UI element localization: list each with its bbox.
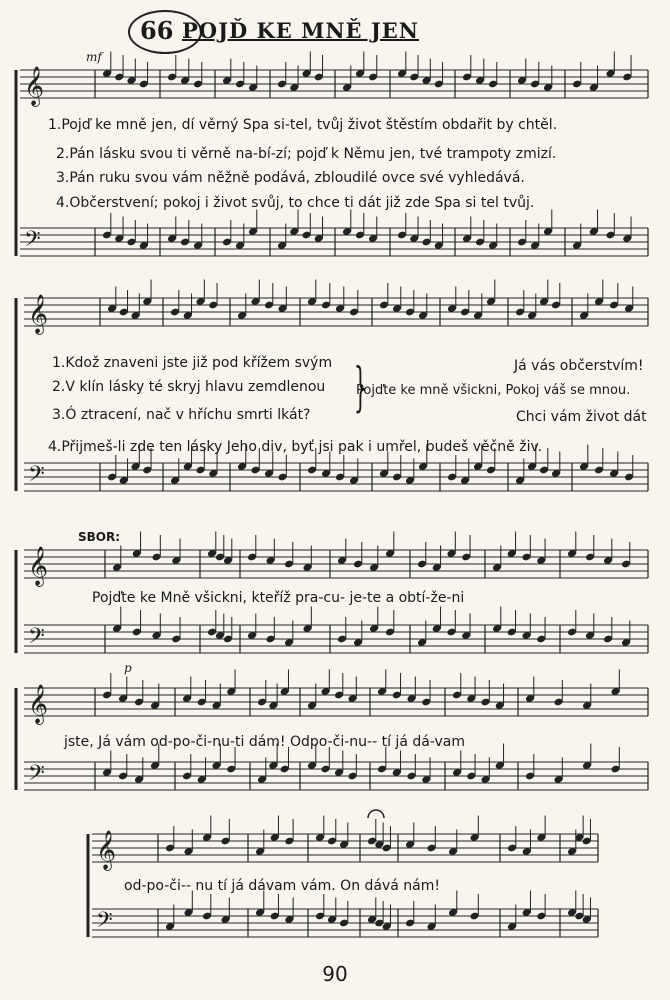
treble-clef: 𝄞 xyxy=(24,66,45,106)
hymn-number: 66 xyxy=(140,16,174,45)
verse-3-line-b: 3.Ó ztracení, nač v hříchu smrti lkát? xyxy=(52,407,311,423)
treble-clef: 𝄞 xyxy=(28,294,49,334)
verse-4-line-b: 4.Přijmeš-li zde ten lásky Jeho div, byť jsi pak i umřel, budeš věčně živ. xyxy=(48,439,543,455)
verse-3-line-a: 3.Pán ruku svou vám něžně podává, zbloudilé ovce své vyhledává. xyxy=(56,170,525,186)
bass-clef: 𝄢 xyxy=(24,227,41,257)
hymn-title: POJĎ KE MNĚ JEN xyxy=(182,18,420,43)
page-number: 90 xyxy=(322,962,348,986)
tempo-marking: p xyxy=(124,661,132,675)
verse-4-line-a: 4.Občerstvení; pokoj i život svůj, to chce ti dát již zde Spa si tel tvůj. xyxy=(56,195,535,211)
verse-brace: } xyxy=(353,358,368,418)
treble-clef: 𝄞 xyxy=(96,830,117,870)
chorus-line-3: od-po-či-- nu tí já dávam vám. On dává nám! xyxy=(124,878,440,894)
verse-2-line-b: 2.V klín lásky té skryj hlavu zemdlenou xyxy=(52,379,326,395)
chorus-label: SBOR: xyxy=(78,530,121,544)
bass-clef: 𝄢 xyxy=(28,761,45,791)
verse-1-line-a: 1.Pojď ke mně jen, dí věrný Spa si-tel, tvůj život štěstím obdařit by chtěl. xyxy=(48,117,558,133)
bass-clef: 𝄢 xyxy=(96,908,113,938)
bass-clef: 𝄢 xyxy=(28,462,45,492)
verse-1-line-b: 1.Kdož znaveni jste již pod křížem svým xyxy=(52,355,333,371)
treble-clef: 𝄞 xyxy=(28,546,49,586)
dynamic-marking: mf xyxy=(86,50,102,64)
chorus-line-2: jste, Já vám od-po-či-nu-ti dám! Odpo-či-nu-- tí já dá-vam xyxy=(64,734,465,750)
refrain-right-1: Já vás občerstvím! xyxy=(514,358,644,374)
fermata-mark xyxy=(368,810,384,818)
treble-clef: 𝄞 xyxy=(28,684,49,724)
refrain-right-2: Chci vám život dát xyxy=(516,409,647,425)
chorus-line-1: Pojďte ke Mně všickni, kteříž pra-cu- je-te a obtí-že-ni xyxy=(92,590,465,606)
refrain-middle: Pojďte ke mně všickni, Pokoj váš se mnou. xyxy=(356,383,631,398)
verse-2-line-a: 2.Pán lásku svou ti věrně na-bí-zí; pojď k Němu jen, tvé trampoty zmizí. xyxy=(56,146,557,162)
bass-clef: 𝄢 xyxy=(28,624,45,654)
